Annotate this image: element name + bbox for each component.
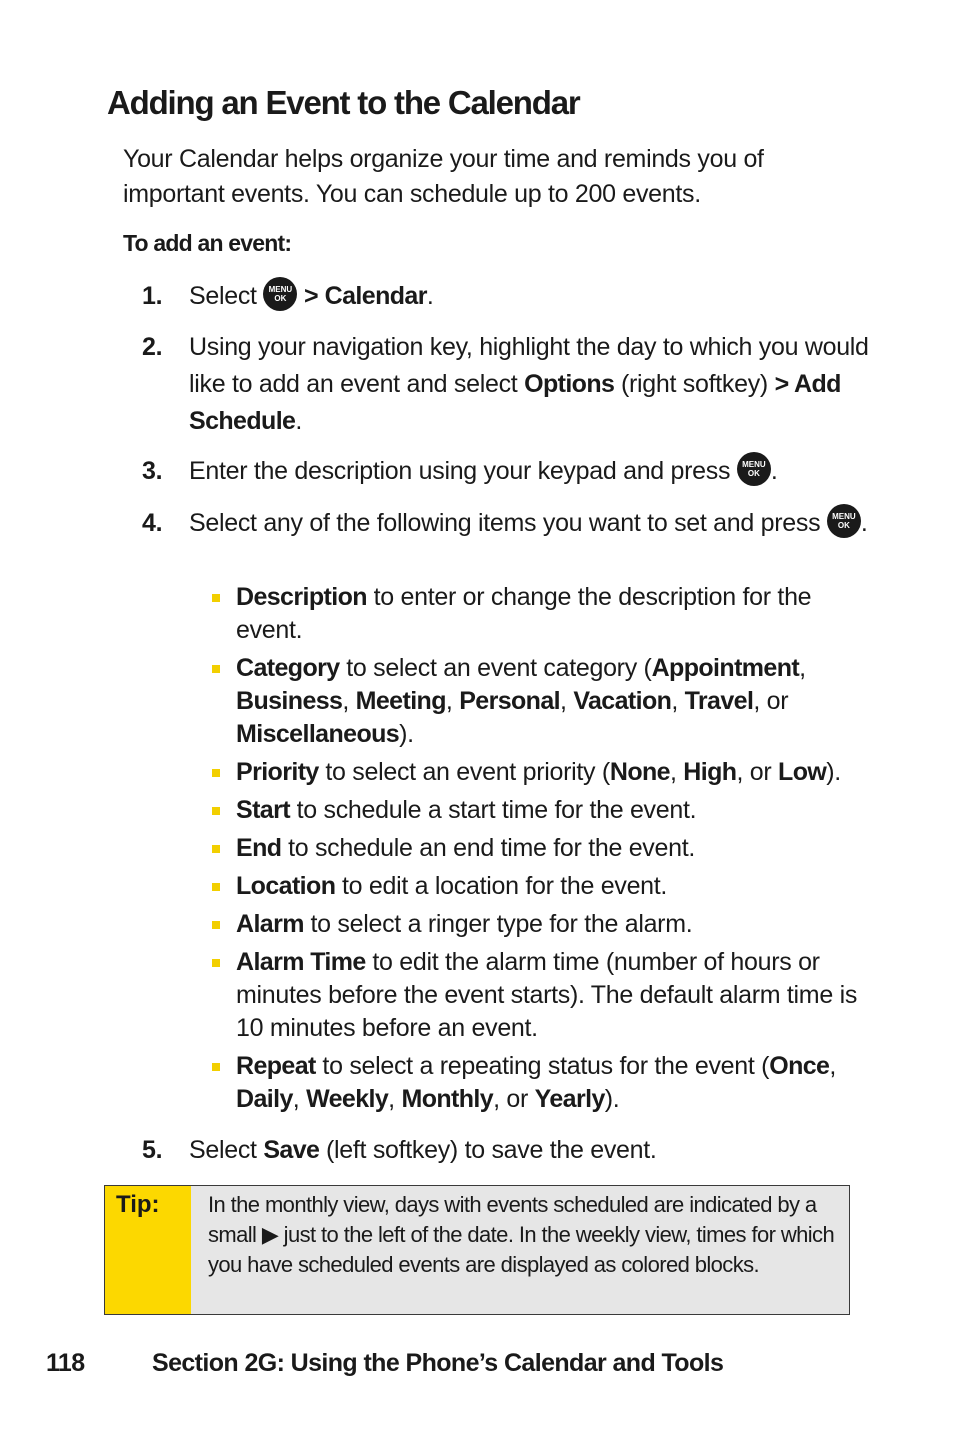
section-title: Section 2G: Using the Phone’s Calendar and Tools <box>152 1349 724 1377</box>
option-description: Description to enter or change the description for the event. <box>236 581 866 647</box>
bullet-square-icon <box>212 807 220 815</box>
option-repeat: Repeat to select a repeating status for the event (Once, Daily, Weekly, Monthly, or Yearly). <box>236 1050 866 1116</box>
step-number: 4. <box>142 509 163 537</box>
option-category: Category to select an event category (Appointment, Business, Meeting, Personal, Vacation, Travel, or Miscellaneous). <box>236 652 866 751</box>
page-title: Adding an Event to the Calendar <box>107 84 580 121</box>
option-location: Location to edit a location for the event. <box>236 870 866 903</box>
tip-box <box>104 1185 850 1315</box>
bullet-square-icon <box>212 845 220 853</box>
menu-ok-key-icon: MENU OK <box>737 452 771 486</box>
tip-label: Tip: <box>105 1186 191 1314</box>
option-end: End to schedule an end time for the event. <box>236 832 866 865</box>
intro-paragraph: Your Calendar helps organize your time and reminds you of important events. You can schedule up to 200 events. <box>123 145 764 208</box>
bullet-square-icon <box>212 921 220 929</box>
step-number: 3. <box>142 457 163 485</box>
option-alarm-time: Alarm Time to edit the alarm time (number of hours or minutes before the event starts). The default alarm time is 10 minutes before an event. <box>236 946 866 1045</box>
step-number: 2. <box>142 333 163 361</box>
option-alarm: Alarm to select a ringer type for the alarm. <box>236 908 866 941</box>
step-2: 2. Using your navigation key, highlight the day to which you would like to add an event and select Options (right softkey) > Add Schedule. <box>142 329 872 440</box>
bullet-square-icon <box>212 769 220 777</box>
bullet-square-icon <box>212 665 220 673</box>
bullet-square-icon <box>212 1063 220 1071</box>
step-4: 4. Select any of the following items you want to set and press MENU OK . <box>142 505 872 542</box>
step-number: 1. <box>142 282 163 310</box>
option-priority: Priority to select an event priority (None, High, or Low). <box>236 756 866 789</box>
step-5: 5. Select Save (left softkey) to save the event. <box>142 1132 872 1169</box>
page-number: 118 <box>46 1349 85 1377</box>
step-3: 3. Enter the description using your keypad and press MENU OK . <box>142 453 872 490</box>
bullet-square-icon <box>212 959 220 967</box>
option-start: Start to schedule a start time for the event. <box>236 794 866 827</box>
bullet-square-icon <box>212 594 220 602</box>
step-1: 1. Select MENU OK > Calendar. <box>142 278 872 315</box>
procedure-subheading: To add an event: <box>123 230 292 256</box>
step-number: 5. <box>142 1136 163 1164</box>
menu-ok-key-icon: MENU OK <box>263 277 297 311</box>
bullet-square-icon <box>212 883 220 891</box>
menu-ok-key-icon: MENU OK <box>827 504 861 538</box>
tip-text: In the monthly view, days with events scheduled are indicated by a small ▶ just to the left of the date. In the weekly view, times for which you have scheduled events are displayed as colored blocks. <box>208 1192 835 1277</box>
